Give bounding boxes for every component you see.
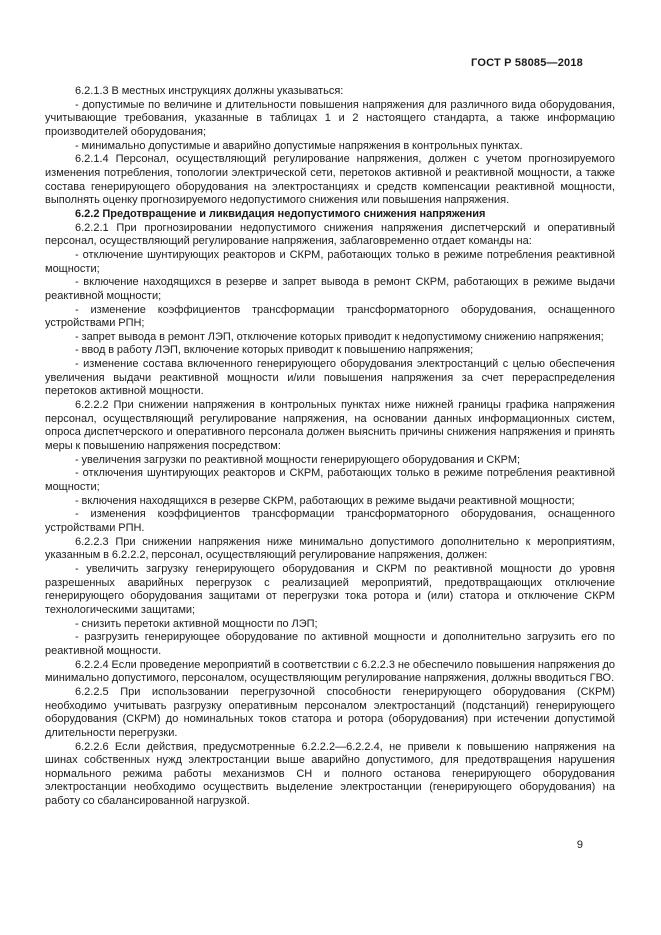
paragraph: - включение находящихся в резерве и запрет вывода в ремонт СКРМ, работающих в режиме выдачи реактивной мощности; — [45, 276, 615, 302]
paragraph: 6.2.2.1 При прогнозировании недопустимого снижения напряжения диспетчерский и оперативный персонал, осуществляющий регулирование напряжения, заблаговременно отдает команды на: — [45, 221, 615, 248]
paragraph: 6.2.2.3 При снижении напряжения ниже минимально допустимого дополнительно к мероприятиям, указанным в 6.2.2.2, персонал, осуществляющий регулирование напряжения, должен: — [45, 535, 615, 562]
paragraph: - допустимые по величине и длительности повышения напряжения для различного вида оборудования, учитывающие требования, указанные в таблицах 1 и 2 настоящего стандарта, а также информацию производителей оборудования; — [45, 98, 615, 138]
paragraph: 6.2.2.6 Если действия, предусмотренные 6.2.2.2—6.2.2.4, не привели к повышению напряжения на шинах собственных нужд электростанции выше аварийно допустимого, для предотвращения нарушения нормального режима работы механизмов СН и полного останова генерирующего оборудования электростанции необходимо осуществить выделение электростанции (генерирующего оборудования) на работу со сбалансированной нагрузкой. — [45, 740, 615, 808]
paragraph: 6.2.1.3 В местных инструкциях должны указываться: — [75, 85, 344, 97]
paragraph: - увеличить загрузку генерирующего оборудования и СКРМ по реактивной мощности до уровня разрешенных аварийных перегрузок с реализацией мероприятий, предотвращающих отключение генерирующего оборудования защитами от перегрузки тока ротора и (или) статора и отключение СКРМ технологическими защитами; — [45, 562, 615, 616]
paragraph: - увеличения загрузки по реактивной мощности генерирующего оборудования и СКРМ; — [75, 453, 521, 466]
paragraph: 6.2.2.5 При использовании перегрузочной способности генерирующего оборудования (СКРМ) необходимо учитывать разгрузку оперативным персоналом электростанций (подстанций) генерирующего оборудования (СКРМ) до номинальных токов статора и ротора (оборудования) при истечении допустимой длительности перегрузки. — [45, 685, 615, 739]
page-number: 9 — [576, 839, 583, 851]
paragraph: - изменение состава включенного генерирующего оборудования электростанций с целью обеспечения увеличения выдачи реактивной мощности и/или повышения напряжения за счет перераспределения перетоков активной мощности. — [45, 358, 615, 398]
document-body — [45, 85, 615, 809]
section-heading: 6.2.2 Предотвращение и ликвидация недопустимого снижения напряжения — [75, 207, 486, 220]
standard-designation: ГОСТ Р 58085—2018 — [471, 57, 583, 69]
paragraph: - изменения коэффициентов трансформации трансформаторного оборудования, оснащенного устройствами РПН. — [45, 508, 615, 534]
paragraph: - включения находящихся в резерве СКРМ, работающих в режиме выдачи реактивной мощности; — [75, 494, 575, 507]
paragraph: - снизить перетоки активной мощности по ЛЭП; — [75, 617, 318, 630]
page-header — [45, 57, 583, 69]
paragraph: 6.2.2.4 Если проведение мероприятий в соответствии с 6.2.2.3 не обеспечило повышения напряжения до минимально допустимого, персоналом, осуществляющим регулирование напряжения, должны вводиться ГВО. — [45, 658, 615, 685]
paragraph: - разгрузить генерирующее оборудование по активной мощности и дополнительно загрузить его по реактивной мощности. — [45, 631, 615, 657]
paragraph: - изменение коэффициентов трансформации трансформаторного оборудования, оснащенного устройствами РПН; — [45, 303, 615, 330]
paragraph: - отключение шунтирующих реакторов и СКРМ, работающих только в режиме потребления реактивной мощности; — [45, 248, 615, 275]
paragraph: 6.2.1.4 Персонал, осуществляющий регулирование напряжения, должен с учетом прогнозируемого изменения потребления, топологии электрической сети, перетоков активной и реактивной мощности, а также состава генерирующего оборудования на электростанциях и средств компенсации реактивной мощности, выполнять оценку прогнозируемого недопустимого снижения или повышения напряжения. — [45, 153, 615, 207]
paragraph: - минимально допустимые и аварийно допустимые напряжения в контрольных пунктах. — [75, 139, 523, 152]
paragraph: - отключения шунтирующих реакторов и СКРМ, работающих только в режиме потребления реактивной мощности; — [45, 467, 615, 494]
paragraph: - ввод в работу ЛЭП, включение которых приводит к повышению напряжения; — [75, 344, 474, 357]
page-footer — [45, 839, 583, 851]
paragraph: - запрет вывода в ремонт ЛЭП, отключение которых приводит к недопустимому снижению напряжения; — [75, 330, 604, 343]
paragraph: 6.2.2.2 При снижении напряжения в контрольных пунктах ниже нижней границы графика напряжения персонал, осуществляющий регулирование напряжения, на основании данных информационных систем, опроса диспетчерского и оперативного персонала должен выяснить причины снижения напряжения и принять меры к повышению напряжения посредством: — [45, 399, 615, 453]
